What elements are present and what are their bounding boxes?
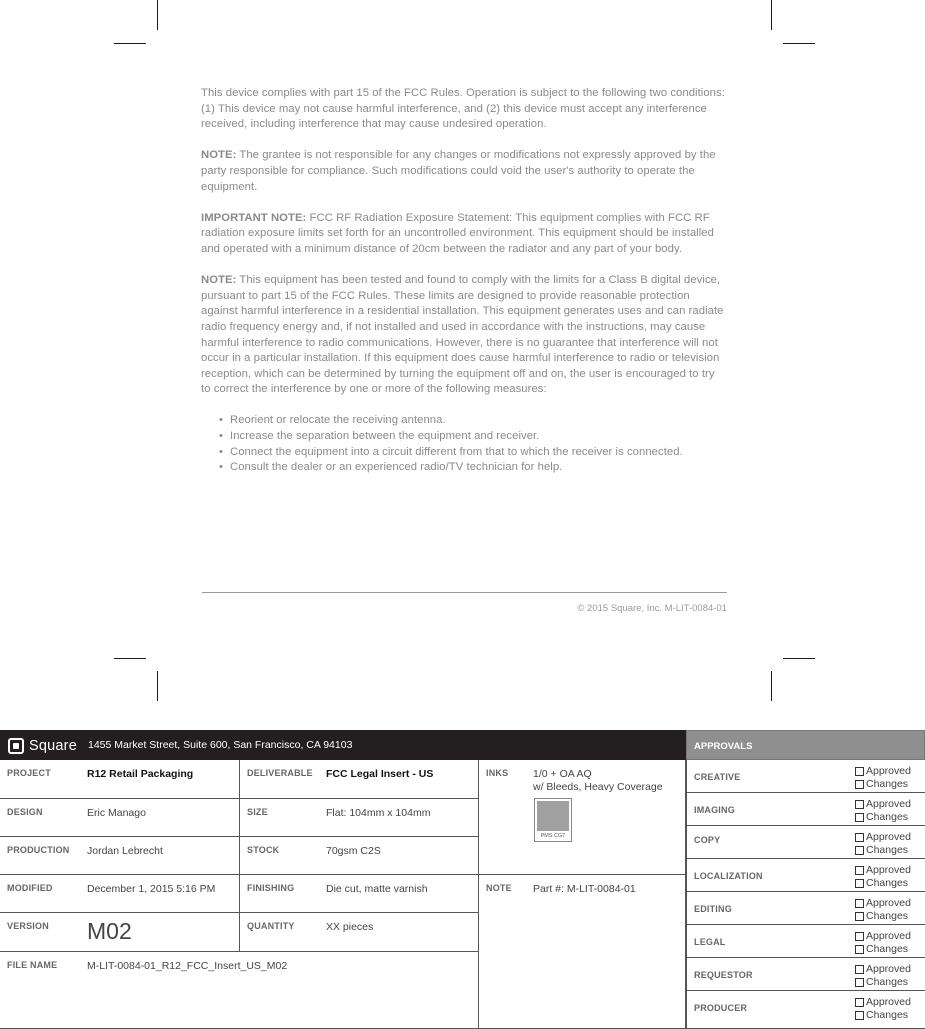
approved-checkbox[interactable] (855, 831, 911, 843)
crop-mark (783, 43, 815, 44)
modified-value: December 1, 2015 5:16 PM (87, 883, 216, 895)
changes-checkbox[interactable] (855, 811, 908, 823)
approval-label: PRODUCER (694, 1003, 748, 1013)
job-ticket (0, 730, 925, 1029)
crop-mark (783, 658, 815, 659)
checkbox-label: Approved (866, 963, 911, 975)
approval-label: LEGAL (694, 937, 726, 947)
legal-paragraph-text: The grantee is not responsible for any changes or modifications not expressly approved by the party responsible for compliance. Such modifications could void the user's authority to operate the equipment. (201, 149, 716, 193)
inks-value-line2: w/ Bleeds, Heavy Coverage (533, 781, 663, 793)
checkbox-box[interactable] (855, 965, 864, 974)
checkbox-label: Changes (866, 910, 909, 922)
color-swatch (534, 798, 572, 842)
approval-label: COPY (694, 835, 721, 845)
checkbox-box[interactable] (855, 800, 864, 809)
approved-checkbox[interactable] (855, 963, 911, 975)
approval-row-creative (686, 760, 925, 793)
approval-row-requestor (686, 958, 925, 991)
checkbox-label: Approved (866, 798, 911, 810)
project-cell (0, 760, 240, 799)
changes-checkbox[interactable] (855, 910, 908, 922)
changes-checkbox[interactable] (855, 877, 908, 889)
crop-mark (114, 658, 146, 659)
quantity-value: XX pieces (326, 921, 374, 933)
important-note-label: IMPORTANT NOTE: (201, 211, 307, 224)
list-item: • Increase the separation between the equipment and receiver. (219, 429, 727, 445)
design-cell (0, 799, 240, 837)
checkbox-box[interactable] (855, 767, 864, 776)
crop-mark (157, 0, 158, 30)
filename-value: M-LIT-0084-01_R12_FCC_Insert_US_M02 (87, 960, 288, 972)
approvals-header: APPROVALS (686, 730, 925, 760)
divider (202, 592, 727, 593)
approval-row-producer (686, 991, 925, 1029)
list-item: • Consult the dealer or an experienced radio/TV technician for help. (219, 460, 727, 476)
project-value: R12 Retail Packaging (87, 768, 194, 780)
crop-mark (771, 0, 772, 30)
field-label: FILE NAME (7, 960, 58, 970)
deliverable-value: FCC Legal Insert - US (326, 768, 434, 780)
approved-checkbox[interactable] (855, 930, 911, 942)
legal-paragraph-text: FCC RF Radiation Exposure Statement: This equipment complies with FCC RF radiation exposure limits set forth for an uncontrolled environment. This equipment should be installed and operated with a minimum distance of 20cm between the radiator and any part of your body. (201, 211, 714, 255)
approval-label: IMAGING (694, 805, 735, 815)
field-label: PRODUCTION (7, 845, 70, 855)
measures-list (219, 413, 727, 475)
field-label: DELIVERABLE (247, 768, 313, 778)
note-value: Part #: M-LIT-0084-01 (533, 883, 636, 895)
size-value: Flat: 104mm x 104mm (326, 807, 431, 819)
legal-paragraph (201, 148, 727, 195)
square-logo-icon (8, 738, 24, 754)
changes-checkbox[interactable] (855, 943, 908, 955)
note-cell (479, 875, 686, 1029)
field-label: STOCK (247, 845, 280, 855)
checkbox-label: Changes (866, 844, 909, 856)
company-address: 1455 Market Street, Suite 600, San Francisco, CA 94103 (88, 739, 353, 751)
field-label: INKS (486, 768, 509, 778)
production-cell (0, 837, 240, 875)
checkbox-label: Changes (866, 976, 909, 988)
approval-label: REQUESTOR (694, 970, 753, 980)
checkbox-label: Changes (866, 877, 909, 889)
square-logo (8, 737, 77, 754)
stock-value: 70gsm C2S (326, 845, 381, 857)
changes-checkbox[interactable] (855, 1009, 908, 1021)
approved-checkbox[interactable] (855, 798, 911, 810)
checkbox-box[interactable] (855, 879, 864, 888)
changes-checkbox[interactable] (855, 976, 908, 988)
legal-paragraph-text: This equipment has been tested and found to comply with the limits for a Class B digital device, pursuant to part 15 of the FCC Rules. These limits are designed to provide reasonable protection against harmful interference in a residential installation. This equipment generates uses and can radiate radio frequency energy and, if not installed and used in accordance with the instructions, may cause harmful interference to radio communications. However, there is no guarantee that interference will not occur in a particular installation. If this equipment does cause harmful interference to radio or television reception, which can be determined by turning the equipment off and on, the user is encouraged to try to correct the interference by one or more of the following measures: (201, 274, 724, 396)
inks-cell (479, 760, 686, 875)
crop-mark (157, 671, 158, 701)
field-label: SIZE (247, 807, 268, 817)
checkbox-box[interactable] (855, 1011, 864, 1020)
checkbox-label: Approved (866, 831, 911, 843)
approval-row-imaging (686, 793, 925, 826)
checkbox-label: Changes (866, 943, 909, 955)
checkbox-box[interactable] (855, 846, 864, 855)
checkbox-label: Approved (866, 930, 911, 942)
checkbox-box[interactable] (855, 912, 864, 921)
checkbox-box[interactable] (855, 945, 864, 954)
checkbox-box[interactable] (855, 780, 864, 789)
approval-row-localization (686, 859, 925, 892)
changes-checkbox[interactable] (855, 778, 908, 790)
quantity-cell (240, 913, 479, 952)
checkbox-box[interactable] (855, 833, 864, 842)
finishing-value: Die cut, matte varnish (326, 883, 428, 895)
version-value: M02 (87, 918, 132, 944)
field-label: PROJECT (7, 768, 51, 778)
field-label: MODIFIED (7, 883, 53, 893)
copyright-text: © 2015 Square, Inc. M-LIT-0084-01 (577, 603, 727, 614)
swatch-fill (537, 801, 569, 831)
legal-paragraph (201, 273, 727, 398)
approval-row-copy (686, 826, 925, 859)
checkbox-label: Changes (866, 1009, 909, 1021)
legal-text (201, 86, 727, 476)
checkbox-label: Changes (866, 778, 909, 790)
legal-paragraph: This device complies with part 15 of the FCC Rules. Operation is subject to the following two conditions: (1) This device may not cause harmful interference, and (2) this device must accept any interference received, including interference that may cause undesired operation. (201, 87, 725, 131)
checkbox-label: Approved (866, 897, 911, 909)
deliverable-cell (240, 760, 479, 799)
checkbox-box[interactable] (855, 866, 864, 875)
list-item: • Reorient or relocate the receiving antenna. (219, 413, 727, 429)
field-label: FINISHING (247, 883, 295, 893)
checkbox-box[interactable] (855, 899, 864, 908)
size-cell (240, 799, 479, 837)
inks-value-line1: 1/0 + OA AQ (533, 768, 592, 780)
version-cell (0, 913, 240, 952)
ticket-header (0, 730, 686, 760)
checkbox-label: Approved (866, 765, 911, 777)
finishing-cell (240, 875, 479, 913)
swatch-label: PMS CG7 (540, 833, 566, 839)
approval-label: EDITING (694, 904, 732, 914)
approval-row-editing (686, 892, 925, 925)
modified-cell (0, 875, 240, 913)
design-value: Eric Manago (87, 807, 146, 819)
approval-label: LOCALIZATION (694, 871, 763, 881)
field-label: NOTE (486, 883, 512, 893)
checkbox-label: Approved (866, 864, 911, 876)
note-label: NOTE: (201, 149, 237, 162)
filename-cell (0, 952, 479, 1029)
approved-checkbox[interactable] (855, 897, 911, 909)
checkbox-box[interactable] (855, 932, 864, 941)
note-label: NOTE: (201, 274, 237, 287)
crop-mark (771, 671, 772, 701)
checkbox-label: Changes (866, 811, 909, 823)
changes-checkbox[interactable] (855, 844, 908, 856)
production-value: Jordan Lebrecht (87, 845, 163, 857)
approved-checkbox[interactable] (855, 996, 911, 1008)
checkbox-box[interactable] (855, 813, 864, 822)
stock-cell (240, 837, 479, 875)
approval-label: CREATIVE (694, 772, 741, 782)
field-label: QUANTITY (247, 921, 295, 931)
checkbox-box[interactable] (855, 978, 864, 987)
field-label: DESIGN (7, 807, 43, 817)
checkbox-box[interactable] (855, 998, 864, 1007)
checkbox-label: Approved (866, 996, 911, 1008)
approved-checkbox[interactable] (855, 864, 911, 876)
list-item: • Connect the equipment into a circuit different from that to which the receiver is connected. (219, 445, 727, 461)
approval-row-legal (686, 925, 925, 958)
legal-paragraph (201, 211, 727, 258)
field-label: VERSION (7, 921, 49, 931)
crop-mark (114, 43, 146, 44)
approved-checkbox[interactable] (855, 765, 911, 777)
brand-name: Square (29, 737, 77, 754)
